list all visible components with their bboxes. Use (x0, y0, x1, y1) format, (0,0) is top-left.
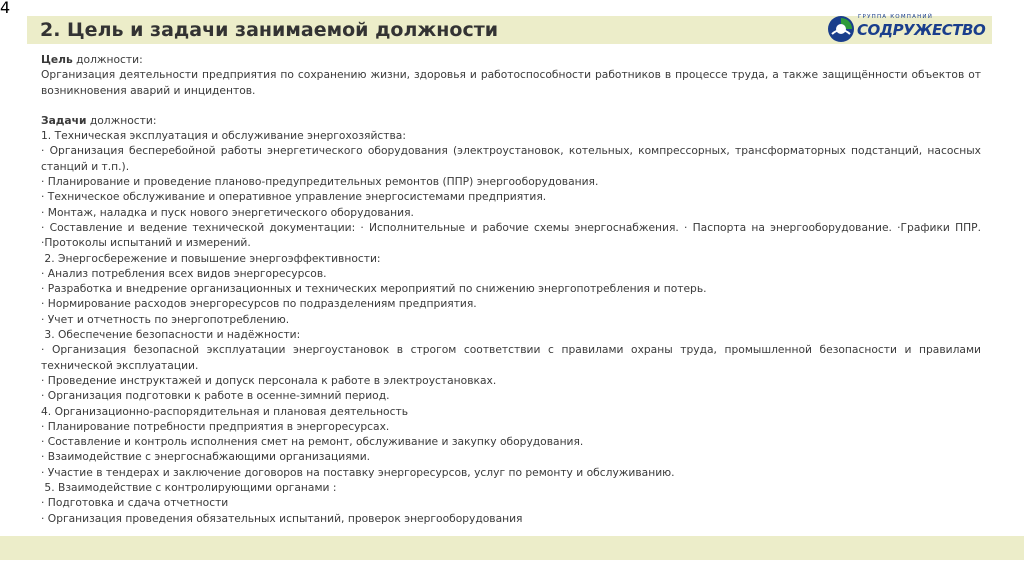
company-logo (820, 10, 986, 46)
page-title: 2. Цель и задачи занимаемой должности (40, 19, 499, 41)
task-line: 5. Взаимодействие с контролирующими органами : (41, 481, 337, 495)
task-line: · Анализ потребления всех видов энергоресурсов. (41, 266, 327, 280)
goal-label-suffix: должности: (72, 53, 143, 66)
slide-number: 4 (0, 0, 11, 17)
task-line: · Подготовка и сдача отчетности (41, 496, 229, 510)
tasks-list (41, 128, 985, 526)
tasks-label-suffix: должности: (86, 113, 157, 127)
task-line: · Составление и контроль исполнения смет на ремонт, обслуживание и закупку оборудования. (41, 435, 584, 449)
task-line: · Техническое обслуживание и оперативное управление энергосистемами предприятия. (41, 190, 547, 204)
slide-content (41, 52, 985, 526)
task-line: · Организация подготовки к работе в осенне-зимний период. (41, 389, 390, 403)
task-line: · Организация бесперебойной работы энергетического оборудования (электроустановок, котельных, компрессорных, трансформаторных подстанций, насосных станций и т.п.). (41, 144, 985, 173)
logo-wordmark: СОДРУЖЕСТВО (857, 21, 986, 39)
goal-text: Организация деятельности предприятия по сохранению жизни, здоровья и работоспособности работников в процессе труда, а также защищённости объектов от возникновения аварий и инцидентов. (41, 68, 981, 97)
task-line: · Разработка и внедрение организационных и технических мероприятий по снижению энергопотребления и потерь. (41, 282, 707, 296)
task-line: · Составление и ведение технической документации: · Исполнительные и рабочие схемы энергоснабжения. · Паспорта на энергооборудование. ·Графики ППР. ·Протоколы испытаний и измерений. (41, 220, 985, 250)
footer-band (0, 536, 1024, 560)
task-line: · Планирование потребности предприятия в энергоресурсах. (41, 419, 390, 433)
spacer (41, 98, 981, 113)
task-line: · Организация безопасной эксплуатации энергоустановок в строгом соответствии с правилами охраны труда, промышленной безопасности и правилами технической эксплуатации. (41, 343, 985, 372)
task-line: 2. Энергосбережение и повышение энергоэффективности: (41, 251, 381, 265)
task-line: 1. Техническая эксплуатация и обслуживание энергохозяйства: (41, 129, 406, 143)
goal-heading (41, 52, 981, 67)
task-line: · Учет и отчетность по энергопотреблению. (41, 312, 290, 326)
task-line: · Планирование и проведение планово-предупредительных ремонтов (ППР) энергооборудования. (41, 175, 599, 189)
task-line: · Организация проведения обязательных испытаний, проверок энергооборудования (41, 511, 523, 525)
task-line: · Участие в тендерах и заключение договоров на поставку энергоресурсов, услуг по ремонту и обслуживанию. (41, 465, 675, 479)
task-line: · Монтаж, наладка и пуск нового энергетического оборудования. (41, 205, 414, 219)
logo-tagline: ГРУППА КОМПАНИЙ (858, 14, 934, 20)
task-line: · Проведение инструктажей и допуск персонала к работе в электроустановках. (41, 373, 497, 387)
task-line: 3. Обеспечение безопасности и надёжности: (41, 328, 301, 342)
task-line: 4. Организационно-распорядительная и плановая деятельность (41, 404, 408, 418)
tasks-label: Задачи (41, 113, 87, 127)
goal-label: Цель (41, 53, 73, 66)
task-line: · Взаимодействие с энергоснабжающими организациями. (41, 450, 371, 464)
sodruzhestvo-emblem-icon (826, 14, 856, 44)
task-line: · Нормирование расходов энергоресурсов по подразделениям предприятия. (41, 297, 477, 311)
tasks-heading (41, 113, 981, 128)
